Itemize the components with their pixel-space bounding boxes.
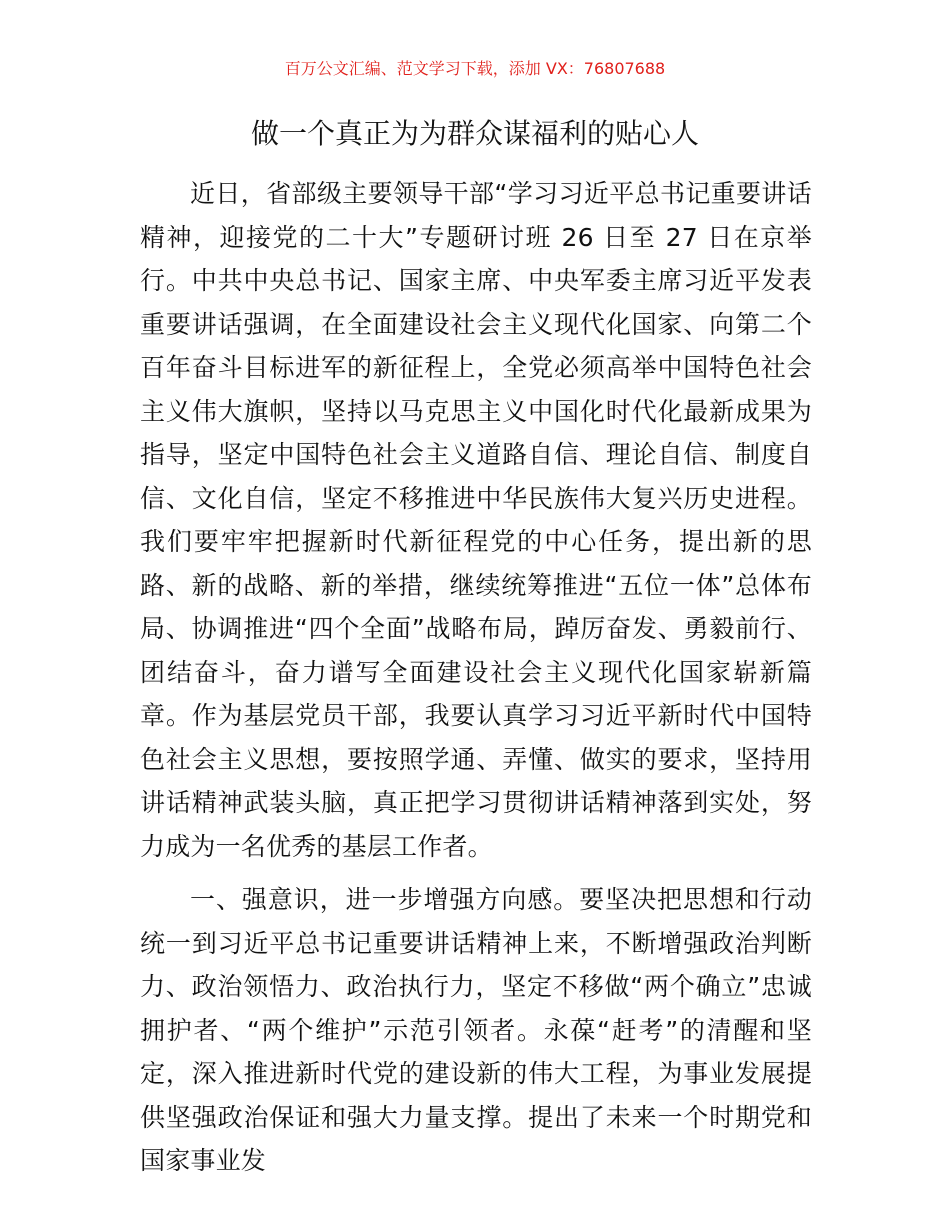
document-body bbox=[140, 172, 812, 1183]
document-title: 做一个真正为为群众谋福利的贴心人 bbox=[250, 117, 699, 150]
paragraph-intro: 近日，省部级主要领导干部“学习习近平总书记重要讲话精神，迎接党的二十大”专题研讨班 26 日至 27 日在京举行。中共中央总书记、国家主席、中央军委主席习近平发表重要讲话强调，在全面建设社会主义现代化国家、向第二个百年奋斗目标进军的新征程上，全党必须高举中国特色社会主义伟大旗帜，坚持以马克思主义中国化时代化最新成果为指导，坚定中国特色社会主义道路自信、理论自信、制度自信、文化自信，坚定不移推进中华民族伟大复兴历史进程。我们要牢牢把握新时代新征程党的中心任务，提出新的思路、新的战略、新的举措，继续统筹推进“五位一体”总体布局、协调推进“四个全面”战略布局，踔厉奋发、勇毅前行、团结奋斗，奋力谱写全面建设社会主义现代化国家崭新篇章。作为基层党员干部，我要认真学习习近平新时代中国特色社会主义思想，要按照学通、弄懂、做实的要求，坚持用讲话精神武装头脑，真正把学习贯彻讲话精神落到实处，努力成为一名优秀的基层工作者。 bbox=[140, 179, 812, 861]
watermark-header: 百万公文汇编、范文学习下载，添加 VX：76807688 bbox=[284, 59, 666, 78]
paragraph-section-one: 一、强意识，进一步增强方向感。要坚决把思想和行动统一到习近平总书记重要讲话精神上来，不断增强政治判断力、政治领悟力、政治执行力，坚定不移做“两个确立”忠诚拥护者、“两个维护”示范引领者。永葆“赶考”的清醒和坚定，深入推进新时代党的建设新的伟大工程，为事业发展提供坚强政治保证和强大力量支撑。提出了未来一个时期党和国家事业发 bbox=[140, 885, 812, 1175]
